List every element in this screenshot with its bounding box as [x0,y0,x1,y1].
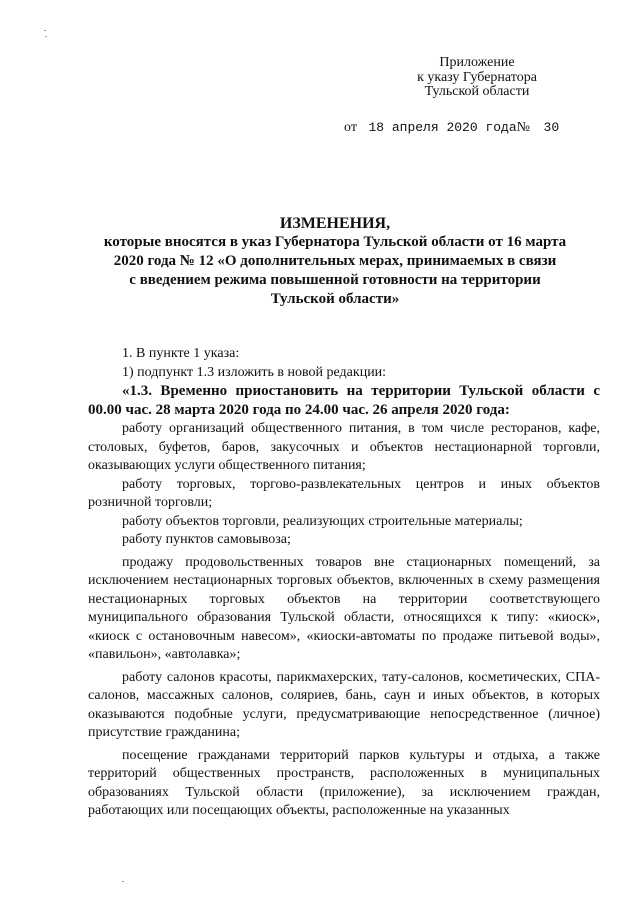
annex-line: Тульской области [424,84,530,99]
date-prefix: от [344,120,357,135]
annex-header [392,56,562,100]
title-line: с введением режима повышенной готовности на территории [129,272,541,288]
scan-speck [122,881,124,882]
paragraph: работу торговых, торгово-развлекательных центров и иных объектов розничной торговли; [88,476,600,510]
decree-date: 18 апреля 2020 года [368,120,517,135]
title-line: 2020 года № 12 «О дополнительных мерах, принимаемых в связи [113,253,557,269]
document-body [88,345,600,821]
document-title [80,214,590,309]
paragraph: работу организаций общественного питания, в том числе ресторанов, кафе, столовых, буфетов, баров, закусочных и объектов нестационарной торговли, оказывающих услуги общественного питания; [88,421,600,473]
annex-line: к указу Губернатора [417,69,537,85]
title-heading: ИЗМЕНЕНИЯ, [279,215,391,232]
paragraph: работу пунктов самовывоза; [122,532,291,547]
scan-speck [45,36,47,37]
paragraph: посещение гражданами территорий парков культуры и отдыха, а также территорий общественных пространств, расположенных в муниципальных образованиях Тульской области (приложение), за исключением граждан, работающих или посещающих объекты, расположенные на указанных [88,747,600,818]
paragraph: 1. В пункте 1 указа: [122,346,240,361]
paragraph: продажу продовольственных товаров вне стационарных помещений, за исключением нестационарных торговых объектов, включенных в схему размещения нестационарных торговых объектов на территории соответствующего муниципального образования Тульской области, относящихся к типу: «киоск», «киоск с остановочным навесом», «киоски-автоматы по продаже питьевой воды», «павильон», «автолавка»; [88,554,600,662]
decree-number: 30 [543,120,560,135]
paragraph: работу объектов торговли, реализующих строительные материалы; [122,513,523,529]
title-line: которые вносятся в указ Губернатора Тульской области от 16 марта [103,234,567,250]
decree-dateline [344,120,559,136]
title-line: Тульской области» [270,291,400,307]
paragraph: работу салонов красоты, парикмахерских, тату-салонов, косметических, СПА-салонов, массажных салонов, соляриев, бань, саун и иных объектов, в которых оказываются подобные услуги, предусматривающие непосредственное (личное) присутствие гражданина; [88,669,600,740]
paragraph: 1) подпункт 1.3 изложить в новой редакции: [122,364,387,380]
paragraph-bold: «1.3. Временно приостановить на территории Тульской области с 00.00 час. 28 марта 2020 года по 24.00 час. 26 апреля 2020 года: [88,383,600,418]
scan-speck [44,30,46,31]
annex-line: Приложение [439,55,515,70]
number-label: № [516,120,531,135]
